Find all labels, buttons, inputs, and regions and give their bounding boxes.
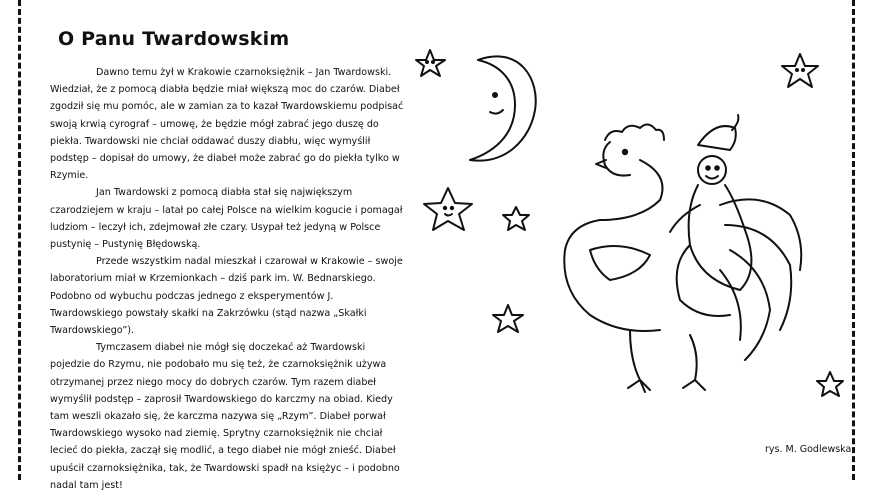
illustration-credit: rys. M. Godlewska <box>765 444 852 455</box>
paragraph-4: Tymczasem diabeł nie mógł się doczekać aż Twardowski pojedzie do Rzymu, nie podobało mu się też, że czarnoksiężnik używa otrzymanej przez niego mocy do dobrych czarów. Tym razem diabeł wymyślił podstęp – zaprosił Twardowskiego do karczmy na obiad. Kiedy tam weszli okazało się, że karczma nazywa się „Rzym”. Diabeł porwał Twardowskiego wysoko nad ziemię. Sprytny czarnoksiężnik nie chciał lecieć do piekła, zaczął się modlić, a tego diabeł nie mógł znieść. Diabeł upuścił czarnoksiężnika, tak, że Twardowski spadł na księżyc – i podobno nadal tam jest! <box>50 342 400 491</box>
worksheet-page <box>40 22 840 491</box>
page-title: O Panu Twardowskim <box>58 28 290 50</box>
story-text <box>50 64 405 494</box>
paragraph-3: Przede wszystkim nadal mieszkał i czarował w Krakowie – swoje laboratorium miał w Krzemionkach – dziś park im. W. Bednarskiego. Podobno od wybuchu podczas jednego z eksperymentów J. Twardowskiego powstały skałki na Zakrzówku (stąd nazwa „Skałki Twardowskiego”). <box>50 256 403 337</box>
dashed-border-right <box>852 0 855 480</box>
dashed-border-left <box>18 0 21 480</box>
paragraph-1: Dawno temu żył w Krakowie czarnoksiężnik – Jan Twardowski. Wiedział, że z pomocą diabła będzie miał większą moc do czarów. Diabeł zgodził się mu pomóc, ale w zamian za to kazał Twardowskiemu podpisać swoją krwią cyrograf – umowę, że będzie mógł zabrać jego duszę do piekła. Twardowski nie chciał oddawać duszy diabłu, więc wymyślił podstęp – dopisał do umowy, że diabeł może zabrać go do piekła tylko w Rzymie. <box>50 67 404 182</box>
paragraph-2: Jan Twardowski z pomocą diabła stał się największym czarodziejem w kraju – latał po całej Polsce na wielkim kogucie i pomagał ludziom – leczył ich, zdejmował złe czary. Usypał też jedyną w Polsce pustynię – Pustynię Błędowską. <box>50 187 403 251</box>
